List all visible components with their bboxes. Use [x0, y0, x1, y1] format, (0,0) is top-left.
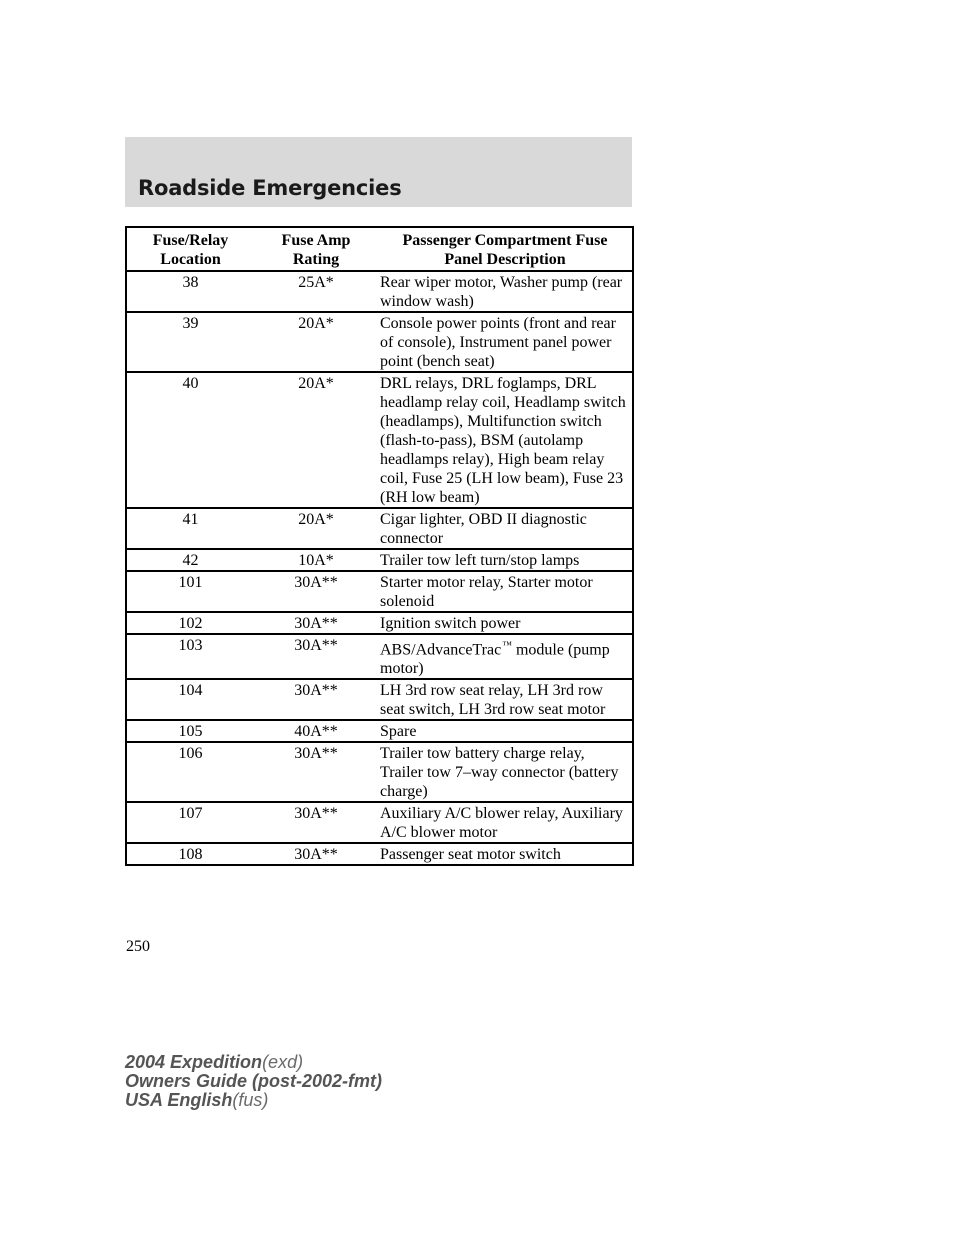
cell-rating: 10A* [298, 552, 334, 569]
table-row [126, 634, 633, 679]
cell-rating: 20A* [298, 315, 334, 332]
footer-model: 2004 Expedition [125, 1052, 263, 1072]
footer-language-code: (fus) [232, 1090, 269, 1110]
cell-description: LH 3rd row seat relay, LH 3rd row seat switch, LH 3rd row seat motor [380, 682, 606, 719]
footer-line-1 [125, 1053, 382, 1072]
table-row [126, 720, 633, 742]
description-text: ABS/AdvanceTrac [380, 641, 502, 659]
footer-model-code: (exd) [262, 1052, 304, 1072]
cell-location: 101 [178, 574, 203, 591]
footer-line-2 [125, 1072, 382, 1091]
table-row [126, 802, 633, 843]
cell-description: Trailer tow battery charge relay, Trailer tow 7–way connector (battery charge) [380, 745, 619, 801]
cell-location: 103 [178, 637, 203, 654]
cell-location: 42 [182, 552, 199, 569]
cell-location: 102 [178, 615, 203, 632]
cell-rating: 30A** [294, 682, 338, 700]
table-row [126, 271, 633, 312]
footer-language: USA English [125, 1090, 233, 1110]
section-title: Roadside Emergencies [138, 176, 402, 200]
footer-line-3 [125, 1091, 382, 1110]
cell-rating: 30A** [294, 637, 338, 654]
column-header-description: Passenger Compartment Fuse Panel Description [402, 232, 608, 268]
cell-location: 106 [178, 745, 203, 763]
cell-rating: 30A** [294, 745, 338, 763]
cell-location: 39 [182, 315, 199, 332]
cell-description [378, 634, 633, 679]
cell-description: Rear wiper motor, Washer pump (rear window wash) [380, 274, 623, 310]
table-row [126, 612, 633, 634]
cell-rating: 30A** [294, 574, 338, 591]
cell-rating: 20A* [298, 375, 334, 392]
cell-rating: 20A* [298, 511, 334, 528]
table-row [126, 372, 633, 508]
cell-description: Spare [380, 723, 417, 741]
cell-location: 107 [178, 805, 203, 823]
trademark-mark: ™ [502, 640, 512, 651]
cell-description: Trailer tow left turn/stop lamps [380, 552, 580, 569]
footer-guide: Owners Guide (post-2002-fmt) [125, 1071, 383, 1091]
cell-location: 40 [182, 375, 199, 392]
table-row [126, 843, 633, 865]
cell-location: 41 [182, 511, 199, 528]
table-row [126, 549, 633, 571]
cell-description: Starter motor relay, Starter motor solenoid [380, 574, 593, 610]
table-row [126, 508, 633, 549]
column-header-rating: Fuse Amp Rating [281, 232, 351, 268]
cell-description: Ignition switch power [380, 615, 521, 632]
cell-location: 108 [178, 846, 203, 864]
cell-description: Passenger seat motor switch [380, 846, 561, 864]
cell-description: DRL relays, DRL foglamps, DRL headlamp relay coil, Headlamp switch (headlamps), Multifunction switch (flash-to-pass), BSM (autolamp headlamps relay), High beam relay coil, Fuse 25 (LH low beam), Fuse 23 (RH low beam) [380, 375, 626, 506]
cell-rating: 40A** [294, 723, 338, 741]
cell-description: Auxiliary A/C blower relay, Auxiliary A/C blower motor [380, 805, 623, 842]
table-header-row [126, 227, 633, 271]
table-row [126, 742, 633, 802]
column-header-location: Fuse/Relay Location [152, 232, 229, 268]
page-number: 250 [126, 938, 150, 955]
cell-description: Cigar lighter, OBD II diagnostic connector [380, 511, 587, 547]
cell-location: 105 [178, 723, 203, 741]
cell-rating: 30A** [294, 615, 338, 632]
cell-location: 38 [182, 274, 199, 291]
cell-rating: 25A* [298, 274, 334, 291]
document-footer [125, 1053, 382, 1110]
table-row [126, 571, 633, 612]
cell-location: 104 [178, 682, 203, 700]
table-row [126, 312, 633, 372]
table-row [126, 679, 633, 720]
cell-description: Console power points (front and rear of console), Instrument panel power point (bench seat) [380, 315, 616, 370]
cell-rating: 30A** [294, 805, 338, 823]
fuse-table [125, 226, 634, 866]
cell-rating: 30A** [294, 846, 338, 864]
description-text: module (pump motor) [380, 641, 610, 678]
